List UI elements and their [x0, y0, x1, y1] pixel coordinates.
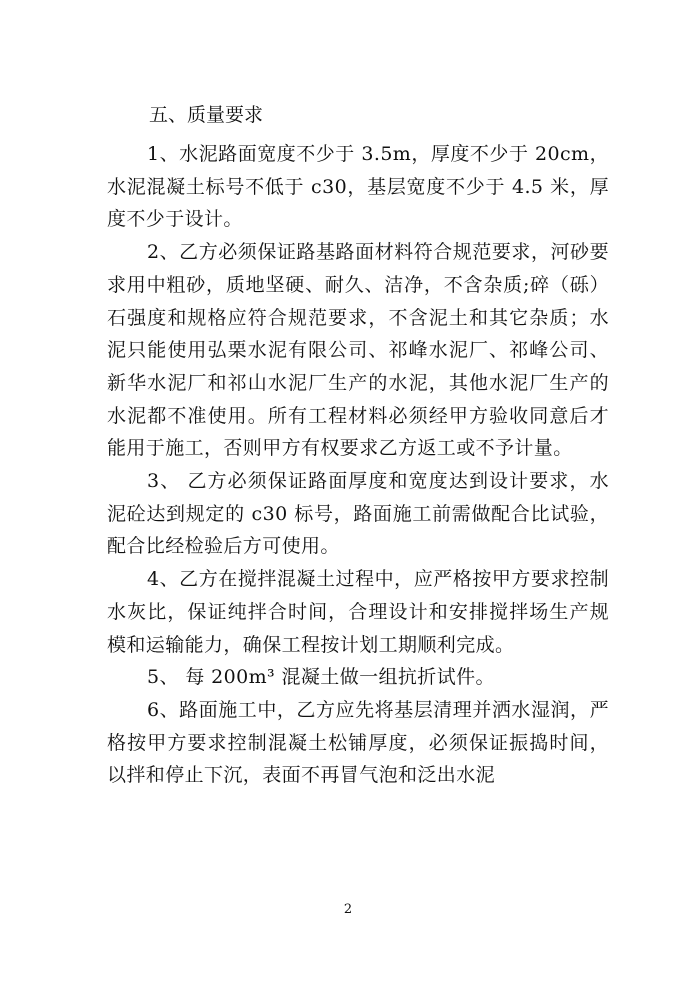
paragraph-2: 2、乙方必须保证路基路面材料符合规范要求，河砂要求用中粗砂，质地坚硬、耐久、洁净，不含杂质;碎（砾）石强度和规格应符合规范要求，不含泥土和其它杂质；水泥只能使用弘栗水泥有限公司、祁峰水泥厂、祁峰公司、新华水泥厂和祁山水泥厂生产的水泥，其他水泥厂生产的水泥都不准使用。所有工程材料必须经甲方验收同意后才能用于施工，否则甲方有权要求乙方返工或不予计量。	[107, 241, 609, 460]
section-heading: 五、质量要求	[149, 104, 264, 126]
body-text	[107, 138, 609, 792]
paragraph-6: 6、路面施工中，乙方应先将基层清理并洒水湿润，严格按甲方要求控制混凝土松铺厚度，必须保证振捣时间，以拌和停止下沉，表面不再冒气泡和泛出水泥	[107, 698, 609, 787]
paragraph-5: 5、 每 200m³ 混凝土做一组抗折试件。	[147, 666, 495, 689]
paragraph-3: 3、 乙方必须保证路面厚度和宽度达到设计要求，水泥砼达到规定的 c30 标号，路面施工前需做配合比试验，配合比经检验后方可使用。	[107, 470, 609, 558]
page-number: 2	[343, 902, 353, 917]
paragraph-4: 4、乙方在搅拌混凝土过程中，应严格按甲方要求控制水灰比，保证纯拌合时间，合理设计和安排搅拌场生产规模和运输能力，确保工程按计划工期顺利完成。	[107, 568, 609, 656]
paragraph-1: 1、水泥路面宽度不少于 3.5m，厚度不少于 20cm，水泥混凝土标号不低于 c30，基层宽度不少于 4.5 米，厚度不少于设计。	[107, 143, 609, 231]
